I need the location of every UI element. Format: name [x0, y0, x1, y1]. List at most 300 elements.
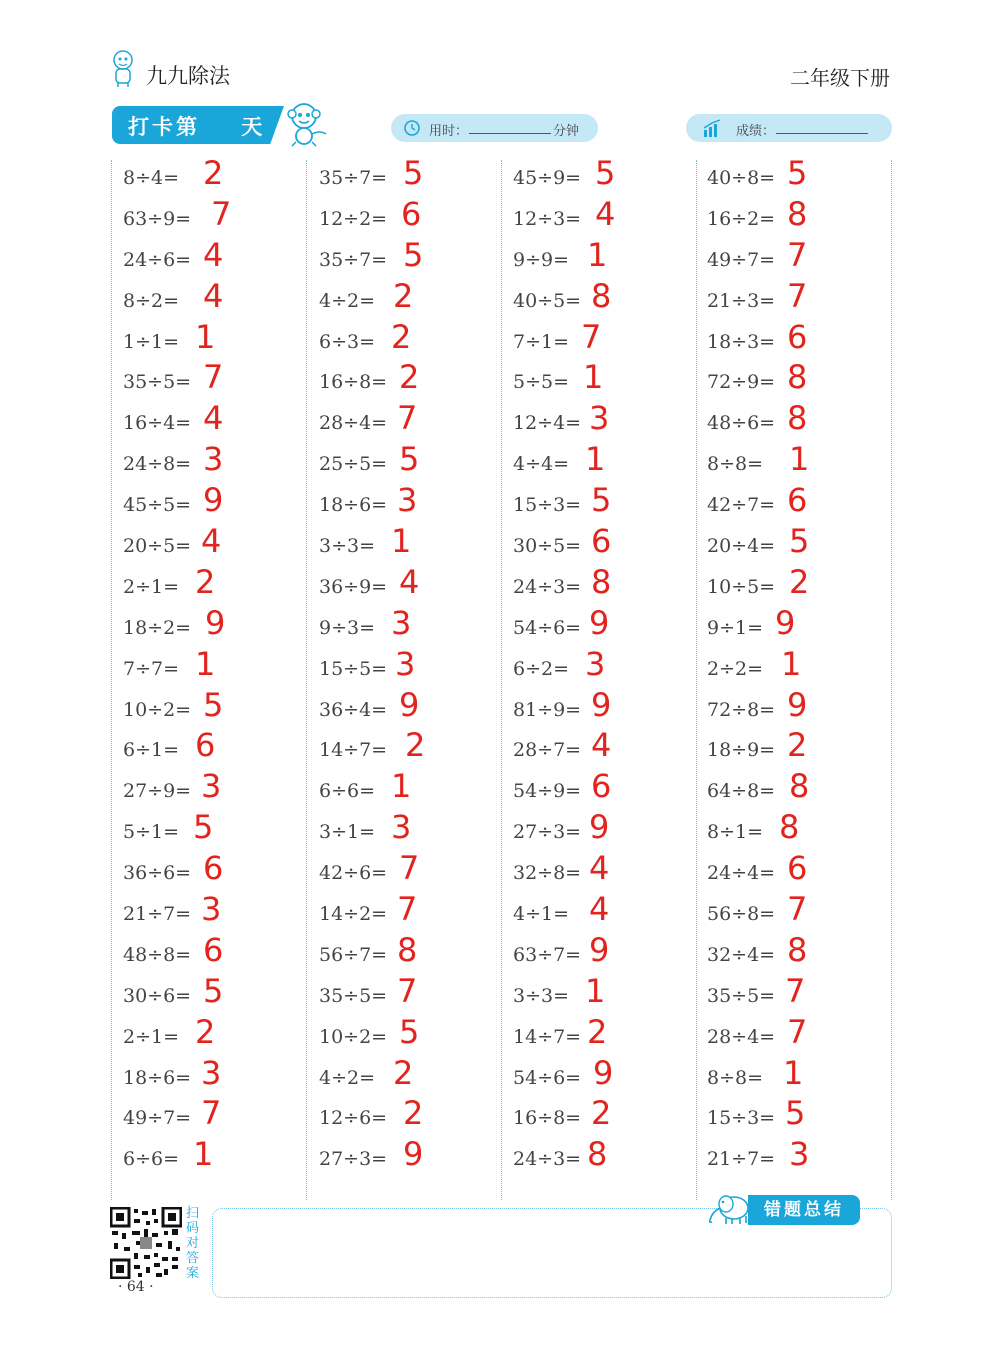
- handwritten-answer[interactable]: 1: [583, 358, 604, 397]
- division-expression: 54÷6=: [513, 616, 582, 639]
- column-divider: [501, 160, 502, 1200]
- division-expression: 15÷5=: [319, 657, 388, 680]
- division-expression: 24÷3=: [513, 1148, 582, 1171]
- division-expression: 3÷1=: [319, 821, 376, 844]
- problem-row: [319, 562, 499, 608]
- handwritten-answer[interactable]: 1: [781, 644, 802, 683]
- problem-row: [707, 767, 887, 812]
- problem-row: [513, 767, 693, 812]
- problem-row: [123, 399, 303, 444]
- problem-row: [123, 890, 303, 935]
- division-expression: 45÷5=: [123, 494, 192, 517]
- problem-row: [123, 808, 303, 853]
- handwritten-answer[interactable]: 3: [391, 808, 412, 847]
- division-expression: 6÷1=: [123, 739, 180, 762]
- scan-for-answers-label: 扫码对答案: [186, 1206, 200, 1281]
- division-expression: 16÷4=: [123, 412, 192, 435]
- handwritten-answer[interactable]: 4: [589, 890, 610, 929]
- problem-row: [123, 317, 303, 363]
- division-expression: 21÷7=: [707, 1148, 776, 1171]
- handwritten-answer[interactable]: 2: [591, 1094, 612, 1133]
- problem-row: [319, 154, 499, 199]
- handwritten-answer[interactable]: 8: [787, 358, 808, 397]
- division-expression: 25÷5=: [319, 453, 388, 476]
- handwritten-answer[interactable]: 1: [391, 767, 412, 806]
- time-blank[interactable]: [469, 133, 551, 134]
- division-expression: 9÷9=: [513, 248, 570, 271]
- handwritten-answer[interactable]: 3: [789, 1135, 810, 1174]
- division-expression: 16÷8=: [319, 371, 388, 394]
- division-expression: 48÷6=: [707, 412, 776, 435]
- handwritten-answer[interactable]: 1: [193, 1135, 214, 1174]
- handwritten-answer[interactable]: 4: [399, 562, 420, 601]
- handwritten-answer[interactable]: 2: [203, 154, 224, 192]
- handwritten-answer[interactable]: 6: [787, 849, 808, 888]
- score-field[interactable]: [686, 114, 892, 142]
- handwritten-answer[interactable]: 5: [193, 808, 214, 847]
- problem-row: [513, 808, 693, 853]
- division-expression: 27÷9=: [123, 780, 192, 803]
- division-expression: 64÷8=: [707, 780, 776, 803]
- column-divider: [891, 160, 892, 1200]
- division-expression: 6÷3=: [319, 330, 376, 353]
- mascot-icon: [108, 48, 138, 88]
- division-expression: 24÷8=: [123, 453, 192, 476]
- division-expression: 48÷8=: [123, 943, 192, 966]
- problem-row: [707, 276, 887, 322]
- problem-row: [707, 440, 887, 485]
- division-expression: 42÷6=: [319, 862, 388, 885]
- division-expression: 4÷4=: [513, 453, 570, 476]
- handwritten-answer[interactable]: 2: [789, 562, 810, 601]
- handwritten-answer[interactable]: 8: [397, 930, 418, 969]
- division-expression: 54÷6=: [513, 1066, 582, 1089]
- division-expression: 4÷2=: [319, 1066, 376, 1089]
- time-label: 用时：: [429, 124, 469, 139]
- division-expression: 12÷2=: [319, 207, 388, 230]
- problem-row: [707, 154, 887, 199]
- page-number: · 64 ·: [118, 1279, 154, 1295]
- problem-row: [319, 235, 499, 281]
- division-expression: 8÷2=: [123, 289, 180, 312]
- division-expression: 15÷3=: [513, 494, 582, 517]
- handwritten-answer[interactable]: 9: [589, 603, 610, 642]
- handwritten-answer[interactable]: 2: [787, 726, 808, 765]
- problem-row: [707, 481, 887, 526]
- handwritten-answer[interactable]: 2: [195, 562, 216, 601]
- problem-row: [319, 358, 499, 403]
- problem-row: [319, 603, 499, 649]
- handwritten-answer[interactable]: 7: [211, 194, 232, 233]
- handwritten-answer[interactable]: 7: [397, 890, 418, 929]
- problem-row: [513, 1053, 693, 1099]
- division-expression: 32÷4=: [707, 943, 776, 966]
- chart-icon: [702, 118, 724, 138]
- problem-row: [707, 194, 887, 240]
- column-divider: [306, 160, 307, 1200]
- division-expression: 40÷8=: [707, 167, 776, 189]
- checkin-label: 打卡第 天: [128, 115, 266, 139]
- handwritten-answer[interactable]: 2: [393, 276, 414, 315]
- handwritten-answer[interactable]: 6: [203, 930, 224, 969]
- problem-row: [123, 358, 303, 403]
- handwritten-answer[interactable]: 8: [591, 562, 612, 601]
- handwritten-answer[interactable]: 6: [591, 522, 612, 561]
- handwritten-answer[interactable]: 5: [785, 1094, 806, 1133]
- problem-row: [319, 1094, 499, 1139]
- division-expression: 7÷1=: [513, 330, 570, 353]
- problem-row: [707, 1012, 887, 1058]
- problem-row: [513, 930, 693, 976]
- handwritten-answer[interactable]: 5: [403, 235, 424, 274]
- problem-row: [707, 562, 887, 608]
- problem-row: [319, 276, 499, 322]
- division-expression: 42÷7=: [707, 494, 776, 517]
- division-expression: 15÷3=: [707, 1107, 776, 1130]
- handwritten-answer[interactable]: 9: [203, 481, 224, 520]
- division-expression: 10÷2=: [319, 1025, 388, 1048]
- problem-row: [123, 1094, 303, 1139]
- problem-row: [123, 522, 303, 567]
- division-expression: 18÷2=: [123, 616, 192, 639]
- division-expression: 4÷2=: [319, 289, 376, 312]
- handwritten-answer[interactable]: 5: [591, 481, 612, 520]
- problem-row: [319, 194, 499, 240]
- division-expression: 24÷3=: [513, 575, 582, 598]
- handwritten-answer[interactable]: 1: [195, 317, 216, 356]
- handwritten-answer[interactable]: 8: [779, 808, 800, 847]
- division-expression: 14÷2=: [319, 903, 388, 926]
- division-expression: 72÷8=: [707, 698, 776, 721]
- problem-row: [513, 1094, 693, 1139]
- handwritten-answer[interactable]: 5: [203, 971, 224, 1010]
- qr-code[interactable]: [110, 1207, 182, 1279]
- handwritten-answer[interactable]: 3: [585, 644, 606, 683]
- handwritten-answer[interactable]: 8: [787, 399, 808, 438]
- problem-row: [319, 890, 499, 935]
- problem-row: [707, 235, 887, 281]
- problem-row: [513, 890, 693, 935]
- handwritten-answer[interactable]: 6: [787, 317, 808, 356]
- division-expression: 8÷1=: [707, 821, 764, 844]
- handwritten-answer[interactable]: 6: [195, 726, 216, 765]
- division-expression: 32÷8=: [513, 862, 582, 885]
- problem-row: [513, 726, 693, 771]
- problem-row: [123, 1012, 303, 1058]
- score-blank[interactable]: [776, 133, 868, 134]
- problem-row: [123, 235, 303, 281]
- problem-column-4: [707, 154, 887, 1180]
- handwritten-answer[interactable]: 4: [203, 235, 224, 274]
- handwritten-answer[interactable]: 7: [397, 399, 418, 438]
- handwritten-answer[interactable]: 3: [589, 399, 610, 438]
- handwritten-answer[interactable]: 6: [401, 194, 422, 233]
- division-expression: 45÷9=: [513, 167, 582, 189]
- handwritten-answer[interactable]: 1: [585, 440, 606, 479]
- problem-row: [123, 481, 303, 526]
- problem-row: [513, 276, 693, 322]
- handwritten-answer[interactable]: 7: [787, 890, 808, 929]
- problem-column-1: [123, 154, 303, 1180]
- problem-row: [319, 1053, 499, 1099]
- division-expression: 18÷6=: [319, 494, 388, 517]
- problem-row: [707, 890, 887, 935]
- time-unit: 分钟: [553, 124, 580, 139]
- handwritten-answer[interactable]: 9: [403, 1135, 424, 1174]
- handwritten-answer[interactable]: 4: [595, 194, 616, 233]
- problem-row: [123, 971, 303, 1017]
- handwritten-answer[interactable]: 8: [787, 930, 808, 969]
- division-expression: 49÷7=: [707, 248, 776, 271]
- handwritten-answer[interactable]: 2: [399, 358, 420, 397]
- problem-row: [319, 317, 499, 363]
- handwritten-answer[interactable]: 1: [789, 440, 810, 479]
- handwritten-answer[interactable]: 7: [397, 971, 418, 1010]
- problem-row: [707, 1135, 887, 1180]
- handwritten-answer[interactable]: 2: [393, 1053, 414, 1092]
- division-expression: 12÷3=: [513, 207, 582, 230]
- handwritten-answer[interactable]: 5: [403, 154, 424, 192]
- problem-row: [319, 849, 499, 894]
- division-expression: 72÷9=: [707, 371, 776, 394]
- problem-row: [513, 235, 693, 281]
- problem-row: [513, 1012, 693, 1058]
- division-expression: 30÷5=: [513, 535, 582, 558]
- division-expression: 6÷2=: [513, 657, 570, 680]
- problem-row: [319, 1012, 499, 1058]
- division-expression: 20÷4=: [707, 535, 776, 558]
- handwritten-answer[interactable]: 3: [201, 1053, 222, 1092]
- division-expression: 35÷5=: [123, 371, 192, 394]
- problem-row: [319, 522, 499, 567]
- problem-row: [513, 603, 693, 649]
- problem-row: [707, 849, 887, 894]
- handwritten-answer[interactable]: 5: [203, 685, 224, 724]
- problem-row: [513, 522, 693, 567]
- handwritten-answer[interactable]: 3: [203, 440, 224, 479]
- problem-row: [707, 808, 887, 853]
- division-expression: 56÷7=: [319, 943, 388, 966]
- division-expression: 20÷5=: [123, 535, 192, 558]
- division-expression: 63÷7=: [513, 943, 582, 966]
- division-expression: 36÷9=: [319, 575, 388, 598]
- handwritten-answer[interactable]: 1: [391, 522, 412, 561]
- handwritten-answer[interactable]: 5: [399, 1012, 420, 1051]
- division-expression: 4÷1=: [513, 903, 570, 926]
- division-expression: 6÷6=: [319, 780, 376, 803]
- handwritten-answer[interactable]: 1: [587, 235, 608, 274]
- problem-row: [513, 562, 693, 608]
- problem-row: [513, 685, 693, 731]
- handwritten-answer[interactable]: 2: [405, 726, 426, 765]
- handwritten-answer[interactable]: 1: [195, 644, 216, 683]
- handwritten-answer[interactable]: 7: [787, 276, 808, 315]
- problem-row: [319, 808, 499, 853]
- handwritten-answer[interactable]: 3: [391, 603, 412, 642]
- problem-row: [707, 317, 887, 363]
- division-expression: 28÷4=: [707, 1025, 776, 1048]
- monkey-icon: [284, 100, 330, 148]
- division-expression: 18÷9=: [707, 739, 776, 762]
- division-expression: 6÷6=: [123, 1148, 180, 1171]
- handwritten-answer[interactable]: 8: [587, 1135, 608, 1174]
- problem-row: [123, 562, 303, 608]
- problem-row: [707, 1094, 887, 1139]
- problem-column-2: [319, 154, 499, 1180]
- problem-row: [319, 971, 499, 1017]
- problem-row: [513, 194, 693, 240]
- handwritten-answer[interactable]: 3: [201, 767, 222, 806]
- division-expression: 2÷1=: [123, 1025, 180, 1048]
- division-expression: 5÷1=: [123, 821, 180, 844]
- problem-row: [319, 644, 499, 690]
- problem-row: [123, 1053, 303, 1099]
- handwritten-answer[interactable]: 5: [789, 522, 810, 561]
- division-expression: 14÷7=: [513, 1025, 582, 1048]
- problem-row: [319, 481, 499, 526]
- handwritten-answer[interactable]: 1: [585, 971, 606, 1010]
- division-expression: 16÷2=: [707, 207, 776, 230]
- handwritten-answer[interactable]: 4: [203, 276, 224, 315]
- division-expression: 16÷8=: [513, 1107, 582, 1130]
- problem-row: [513, 1135, 693, 1180]
- problem-row: [513, 399, 693, 444]
- division-expression: 56÷8=: [707, 903, 776, 926]
- division-expression: 8÷8=: [707, 1066, 764, 1089]
- handwritten-answer[interactable]: 8: [789, 767, 810, 806]
- division-expression: 10÷2=: [123, 698, 192, 721]
- book-title: 九九除法: [146, 64, 230, 88]
- handwritten-answer[interactable]: 5: [787, 154, 808, 192]
- problem-row: [513, 644, 693, 690]
- division-expression: 12÷4=: [513, 412, 582, 435]
- handwritten-answer[interactable]: 9: [775, 603, 796, 642]
- division-expression: 35÷5=: [319, 984, 388, 1007]
- division-expression: 18÷3=: [707, 330, 776, 353]
- handwritten-answer[interactable]: 4: [203, 399, 224, 438]
- handwritten-answer[interactable]: 5: [595, 154, 616, 192]
- handwritten-answer[interactable]: 9: [589, 808, 610, 847]
- problem-row: [123, 276, 303, 322]
- problem-row: [707, 522, 887, 567]
- handwritten-answer[interactable]: 4: [201, 522, 222, 561]
- division-expression: 14÷7=: [319, 739, 388, 762]
- handwritten-answer[interactable]: 7: [203, 358, 224, 397]
- problem-row: [707, 644, 887, 690]
- division-expression: 1÷1=: [123, 330, 180, 353]
- problem-row: [123, 849, 303, 894]
- handwritten-answer[interactable]: 2: [403, 1094, 424, 1133]
- time-field[interactable]: [391, 114, 598, 142]
- handwritten-answer[interactable]: 2: [587, 1012, 608, 1051]
- division-expression: 12÷6=: [319, 1107, 388, 1130]
- problem-row: [513, 849, 693, 894]
- handwritten-answer[interactable]: 3: [397, 481, 418, 520]
- division-expression: 36÷4=: [319, 698, 388, 721]
- problem-row: [123, 440, 303, 485]
- handwritten-answer[interactable]: 2: [391, 317, 412, 356]
- division-expression: 35÷5=: [707, 984, 776, 1007]
- problem-row: [707, 971, 887, 1017]
- handwritten-answer[interactable]: 7: [399, 849, 420, 888]
- problem-row: [123, 726, 303, 771]
- handwritten-answer[interactable]: 7: [787, 1012, 808, 1051]
- handwritten-answer[interactable]: 6: [203, 849, 224, 888]
- problem-row: [513, 154, 693, 199]
- problem-row: [707, 1053, 887, 1099]
- handwritten-answer[interactable]: 7: [785, 971, 806, 1010]
- problem-row: [319, 399, 499, 444]
- problem-row: [319, 440, 499, 485]
- division-expression: 63÷9=: [123, 207, 192, 230]
- division-expression: 8÷4=: [123, 167, 180, 189]
- problem-row: [707, 685, 887, 731]
- problem-row: [319, 726, 499, 771]
- handwritten-answer[interactable]: 8: [787, 194, 808, 233]
- handwritten-answer[interactable]: 7: [787, 235, 808, 274]
- division-expression: 24÷6=: [123, 248, 192, 271]
- handwritten-answer[interactable]: 9: [591, 685, 612, 724]
- division-expression: 9÷3=: [319, 616, 376, 639]
- handwritten-answer[interactable]: 4: [591, 726, 612, 765]
- problem-row: [513, 317, 693, 363]
- division-expression: 35÷7=: [319, 248, 388, 271]
- division-expression: 3÷3=: [319, 535, 376, 558]
- division-expression: 27÷3=: [319, 1148, 388, 1171]
- handwritten-answer[interactable]: 6: [591, 767, 612, 806]
- division-expression: 24÷4=: [707, 862, 776, 885]
- problem-row: [123, 930, 303, 976]
- handwritten-answer[interactable]: 8: [591, 276, 612, 315]
- division-expression: 49÷7=: [123, 1107, 192, 1130]
- handwritten-answer[interactable]: 7: [201, 1094, 222, 1133]
- handwritten-answer[interactable]: 1: [783, 1053, 804, 1092]
- handwritten-answer[interactable]: 9: [399, 685, 420, 724]
- handwritten-answer[interactable]: 9: [593, 1053, 614, 1092]
- problem-row: [123, 1135, 303, 1180]
- division-expression: 10÷5=: [707, 575, 776, 598]
- handwritten-answer[interactable]: 9: [205, 603, 226, 642]
- division-expression: 81÷9=: [513, 698, 582, 721]
- problem-row: [707, 603, 887, 649]
- division-expression: 36÷6=: [123, 862, 192, 885]
- handwritten-answer[interactable]: 5: [399, 440, 420, 479]
- column-divider: [696, 160, 697, 1200]
- division-expression: 28÷4=: [319, 412, 388, 435]
- score-label: 成绩：: [736, 124, 776, 139]
- division-expression: 7÷7=: [123, 657, 180, 680]
- division-expression: 2÷2=: [707, 657, 764, 680]
- handwritten-answer[interactable]: 3: [395, 644, 416, 683]
- handwritten-answer[interactable]: 7: [581, 317, 602, 356]
- handwritten-answer[interactable]: 6: [787, 481, 808, 520]
- handwritten-answer[interactable]: 9: [787, 685, 808, 724]
- problem-row: [319, 930, 499, 976]
- problem-row: [123, 644, 303, 690]
- division-expression: 18÷6=: [123, 1066, 192, 1089]
- handwritten-answer[interactable]: 3: [201, 890, 222, 929]
- division-expression: 21÷3=: [707, 289, 776, 312]
- handwritten-answer[interactable]: 9: [589, 930, 610, 969]
- problem-row: [707, 930, 887, 976]
- handwritten-answer[interactable]: 4: [589, 849, 610, 888]
- problem-row: [513, 440, 693, 485]
- division-expression: 30÷6=: [123, 984, 192, 1007]
- handwritten-answer[interactable]: 2: [195, 1012, 216, 1051]
- clock-icon: [403, 119, 421, 137]
- problem-row: [123, 194, 303, 240]
- problem-row: [123, 685, 303, 731]
